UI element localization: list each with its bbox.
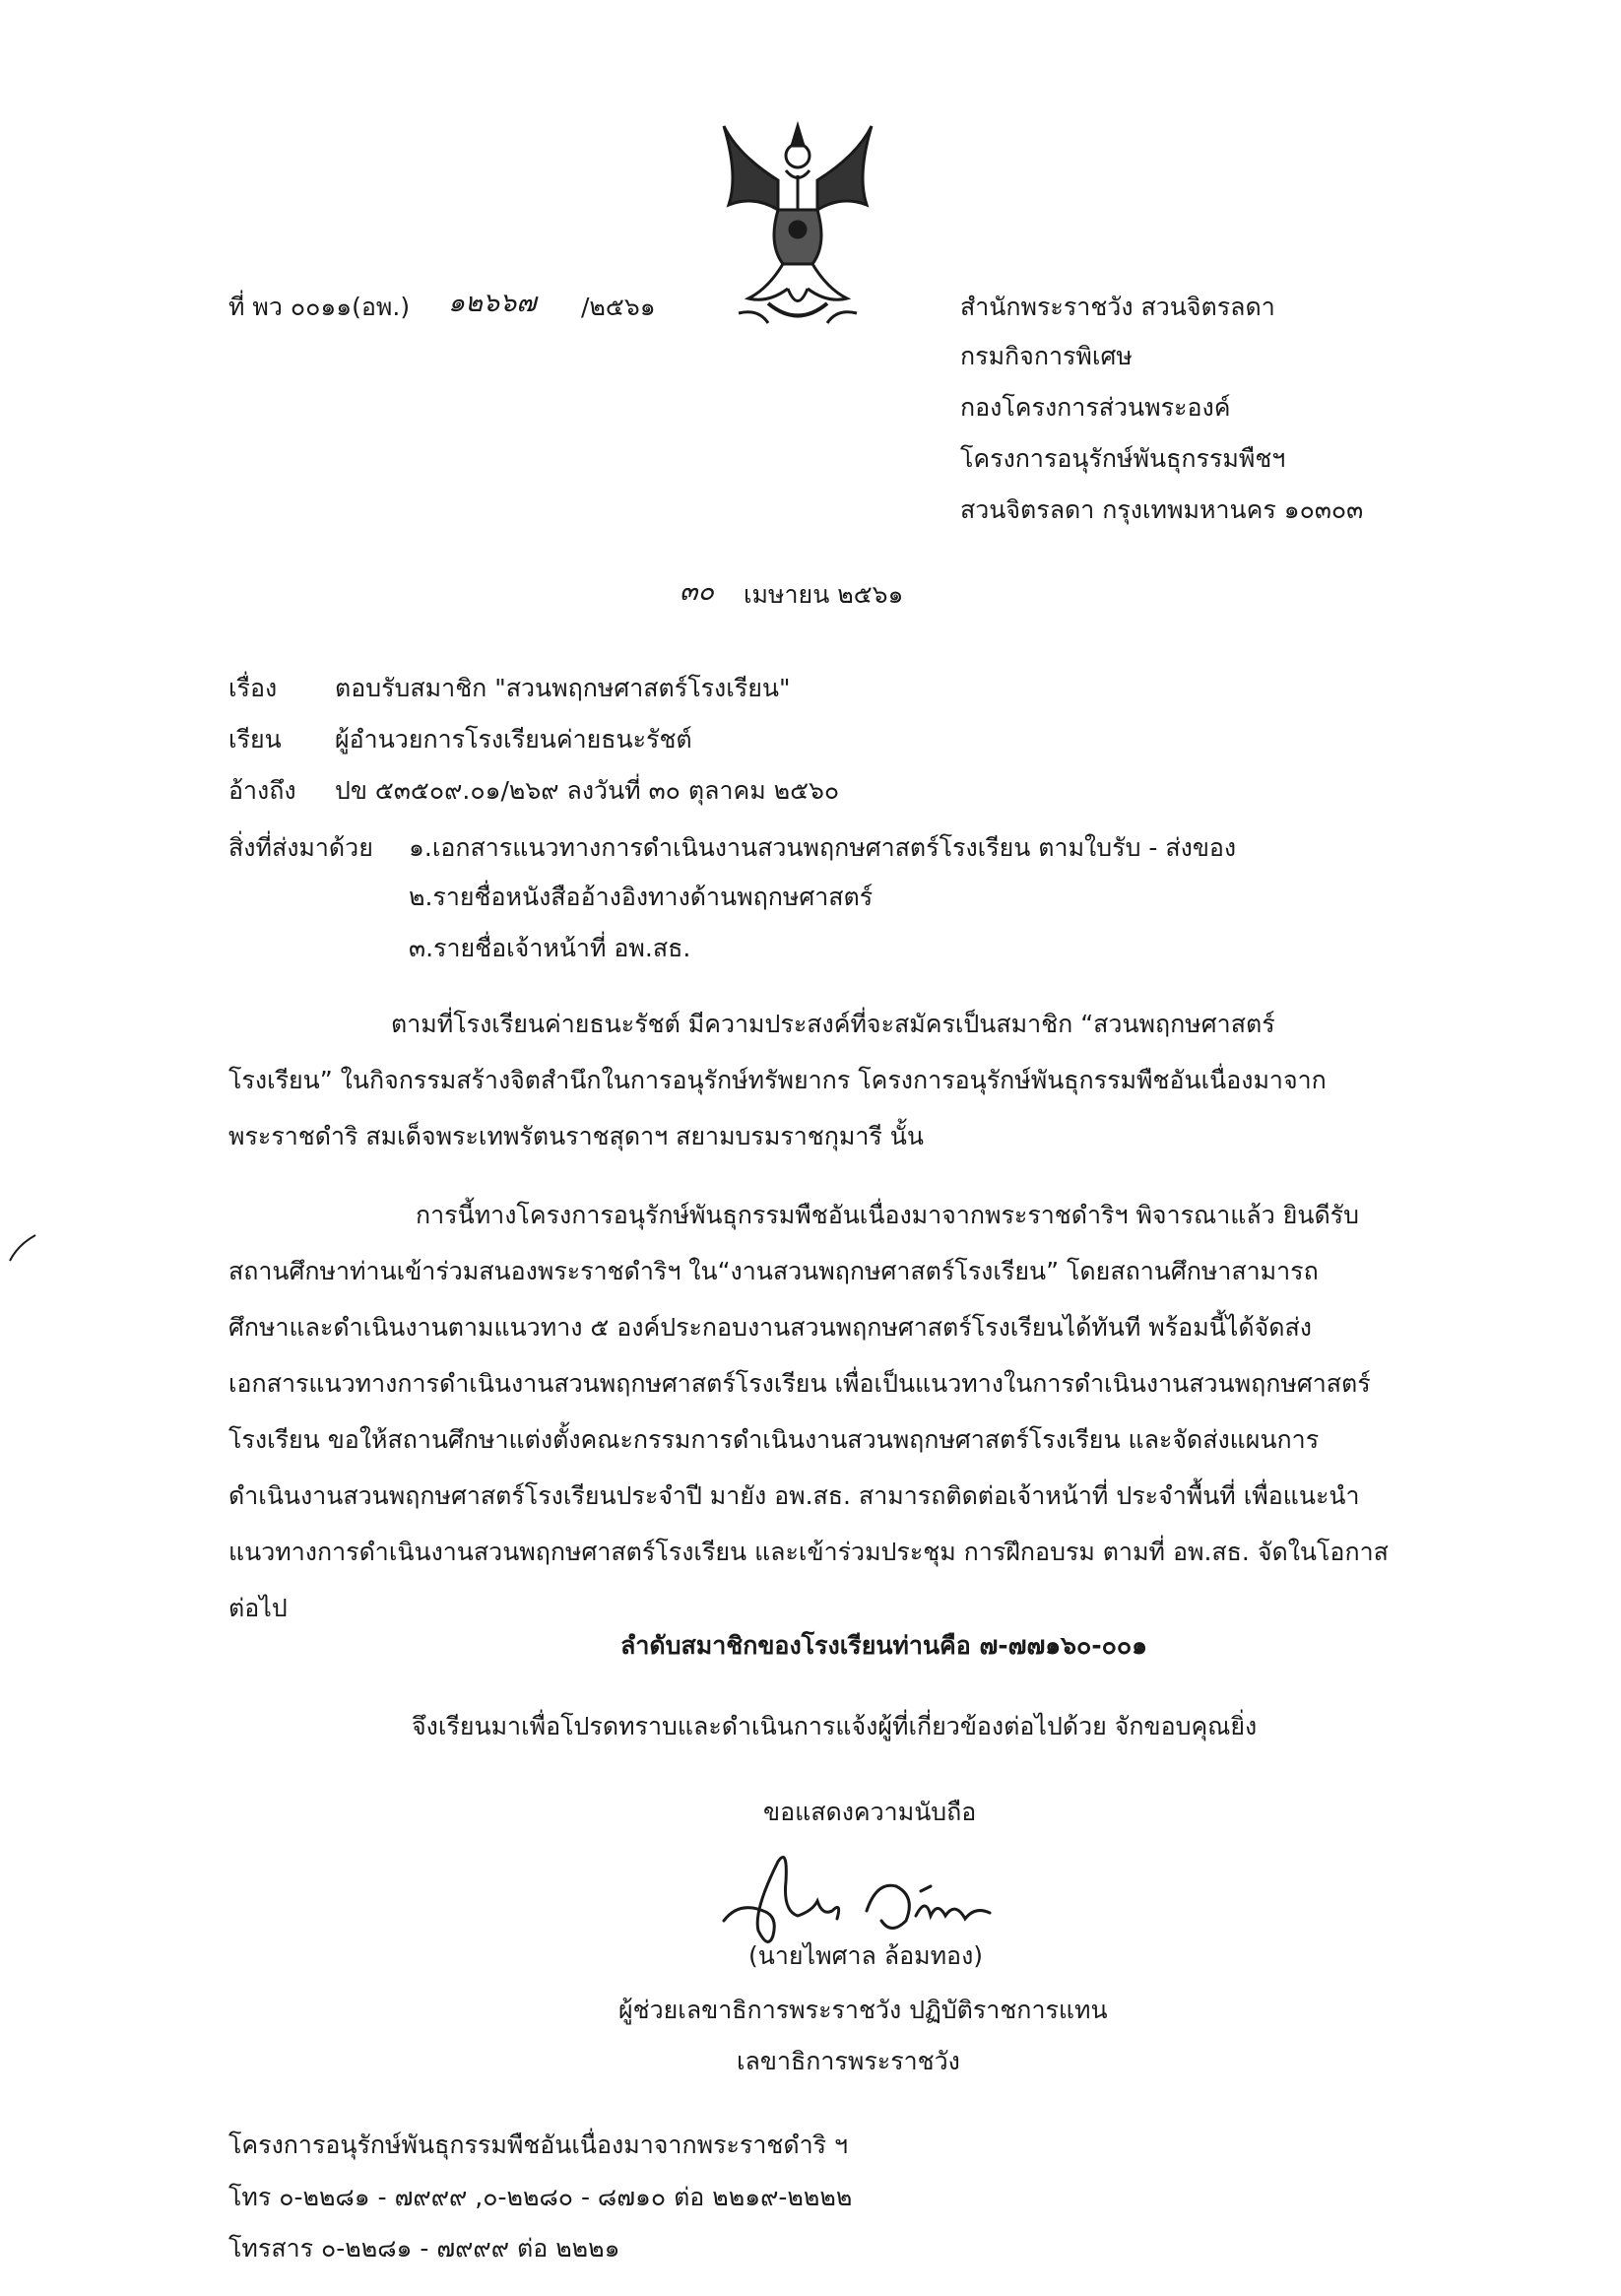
paragraph-line: โรงเรียน ขอให้สถานศึกษาแต่งตั้งคณะกรรมการดำเนินงานสวนพฤกษศาสตร์โรงเรียน และจัดส่งแผนการ (228, 1425, 1320, 1454)
garuda-emblem (709, 116, 886, 333)
paragraph-line: แนวทางการดำเนินงานสวนพฤกษศาสตร์โรงเรียน และเข้าร่วมประชุม การฝึกอบรม ตามที่ อพ.สธ. จัดในโอกาส (228, 1538, 1389, 1566)
date-day: ๓๐ (680, 576, 714, 607)
closing: ขอแสดงความนับถือ (763, 1798, 977, 1826)
signer-title: เลขาธิการพระราชวัง (737, 2047, 960, 2075)
ref-document: ปข ๕๓๕๐๙.๐๑/๒๖๙ ลงวันที่ ๓๐ ตุลาคม ๒๕๖๐ (335, 776, 840, 805)
signer-title: ผู้ช่วยเลขาธิการพระราชวัง ปฏิบัติราชการแทน (618, 1996, 1108, 2024)
paragraph-line: เอกสารแนวทางการดำเนินงานสวนพฤกษศาสตร์โรงเรียน เพื่อเป็นแนวทางในการดำเนินงานสวนพฤกษศาสตร์ (228, 1369, 1371, 1398)
subject-label: เรื่อง (228, 674, 278, 702)
enclosure-item: ๒.รายชื่อหนังสืออ้างอิงทางด้านพฤกษศาสตร์ (409, 883, 874, 911)
footer-line: โครงการอนุรักษ์พันธุกรรมพืชอันเนื่องมาจากพระราชดำริ ฯ (228, 2131, 849, 2159)
paragraph-line: การนี้ทางโครงการอนุรักษ์พันธุกรรมพืชอันเนื่องมาจากพระราชดำริฯ พิจารณาแล้ว ยินดีรับ (416, 1201, 1359, 1229)
paragraph-2 (228, 1200, 1389, 1649)
signature (719, 1842, 1034, 1950)
paragraph-line: ตามที่โรงเรียนค่ายธนะรัชต์ มีความประสงค์ที่จะสมัครเป็นสมาชิก “สวนพฤกษศาสตร์ (391, 1010, 1275, 1038)
member-number-line: ลำดับสมาชิกของโรงเรียนท่านคือ ๗-๗๗๑๖๐-๐๐๑ (620, 1631, 1148, 1660)
paragraph-line: สถานศึกษาท่านเข้าร่วมสนองพระราชดำริฯ ใน“งานสวนพฤกษศาสตร์โรงเรียน” โดยสถานศึกษาสามารถ (228, 1257, 1319, 1285)
paragraph-line: โรงเรียน” ในกิจกรรมสร้างจิตสำนึกในการอนุรักษ์ทรัพยากร โครงการอนุรักษ์พันธุกรรมพืชอันเนื่องมาจาก (228, 1066, 1327, 1094)
subject: ตอบรับสมาชิก "สวนพฤกษศาสตร์โรงเรียน" (335, 674, 791, 702)
closing-request: จึงเรียนมาเพื่อโปรดทราบและดำเนินการแจ้งผู้ที่เกี่ยวข้องต่อไปด้วย จักขอบคุณยิ่ง (412, 1712, 1258, 1740)
paragraph-line: ดำเนินงานสวนพฤกษศาสตร์โรงเรียนประจำปี มายัง อพ.สธ. สามารถติดต่อเจ้าหน้าที่ ประจำพื้นที่ เพื่อแนะนำ (228, 1481, 1360, 1510)
date-text: เมษายน ๒๕๖๑ (744, 580, 904, 609)
paragraph-1 (228, 1009, 1327, 1177)
signer-name: (นายไพศาล ล้อมทอง) (748, 1941, 984, 1970)
paragraph-line: พระราชดำริ สมเด็จพระเทพรัตนราชสุดาฯ สยามบรมราชกุมารี นั้น (228, 1122, 924, 1150)
reference-prefix: ที่ พว ๐๐๑๑(อพ.) (228, 293, 411, 321)
pen-mark (8, 1233, 37, 1263)
enclosure-item: ๓.รายชื่อเจ้าหน้าที่ อพ.สธ. (409, 934, 691, 962)
sender-line: กองโครงการส่วนพระองค์ (960, 393, 1231, 422)
sender-line: โครงการอนุรักษ์พันธุกรรมพืชฯ (960, 444, 1286, 473)
reference-number: ๑๒๖๖๗ (448, 288, 537, 318)
enclosure-label: สิ่งที่ส่งมาด้วย (228, 833, 373, 862)
sender-line: กรมกิจการพิเศษ (960, 342, 1133, 370)
paragraph-line: ต่อไป (228, 1594, 288, 1622)
to-recipient: ผู้อำนวยการโรงเรียนค่ายธนะรัชต์ (335, 725, 692, 754)
footer-phone: โทร ๐-๒๒๘๑ - ๗๙๙๙ ,๐-๒๒๘๐ - ๘๗๑๐ ต่อ ๒๒๑๙-๒๒๒๒ (228, 2183, 853, 2211)
to-label: เรียน (228, 725, 282, 754)
ref-label: อ้างถึง (228, 776, 296, 805)
sender-line: สำนักพระราชวัง สวนจิตรลดา (960, 293, 1275, 321)
enclosure-item: ๑.เอกสารแนวทางการดำเนินงานสวนพฤกษศาสตร์โรงเรียน ตามใบรับ - ส่งของ (409, 833, 1237, 862)
reference-year: /๒๕๖๑ (581, 293, 656, 321)
paragraph-line: ศึกษาและดำเนินงานตามแนวทาง ๕ องค์ประกอบงานสวนพฤกษศาสตร์โรงเรียนได้ทันที พร้อมนี้ได้จัดส่ง (228, 1313, 1312, 1342)
sender-line: สวนจิตรลดา กรุงเทพมหานคร ๑๐๓๐๓ (960, 495, 1364, 524)
footer-fax: โทรสาร ๐-๒๒๘๑ - ๗๙๙๙ ต่อ ๒๒๒๑ (228, 2234, 620, 2263)
